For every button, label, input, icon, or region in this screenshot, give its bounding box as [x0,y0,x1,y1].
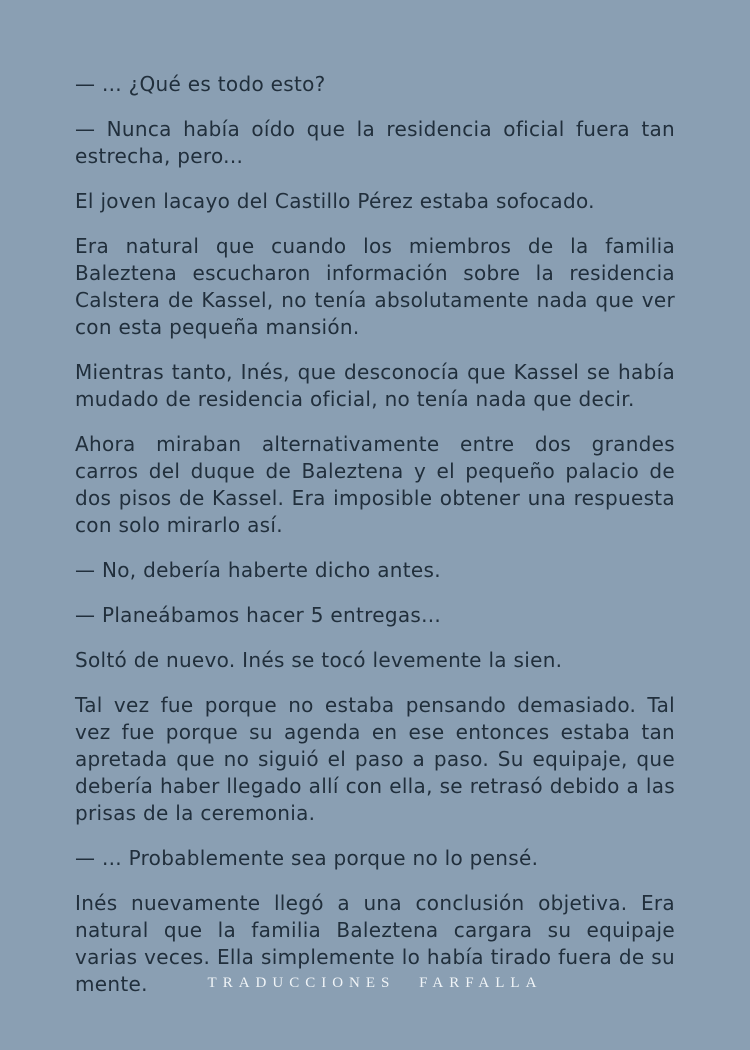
paragraph-narration: Tal vez fue porque no estaba pensando demasiado. Tal vez fue porque su agenda en ese entonces estaba tan apretada que no siguió el paso a paso. Su equipaje, que debería haber llegado allí con ella, se retrasó debido a las prisas de la ceremonia. [75,693,675,825]
story-text [75,71,675,1016]
paragraph-dialogue: — Planeábamos hacer 5 entregas... [75,603,442,627]
paragraph-dialogue: — ... ¿Qué es todo esto? [75,72,326,96]
paragraph-dialogue: — No, debería haberte dicho antes. [75,558,441,582]
translator-watermark [0,972,750,992]
paragraph-narration: Era natural que cuando los miembros de la familia Baleztena escucharon información sobre la residencia Calstera de Kassel, no tenía absolutamente nada que ver con esta pequeña mansión. [75,234,675,339]
paragraph-narration: Inés nuevamente llegó a una conclusión objetiva. Era natural que la familia Baleztena cargara su equipaje varias veces. Ella simplemente lo había tirado fuera de su mente. [75,891,675,996]
paragraph-narration: Ahora miraban alternativamente entre dos grandes carros del duque de Baleztena y el pequeño palacio de dos pisos de Kassel. Era imposible obtener una respuesta con solo mirarlo así. [75,432,675,537]
paragraph-dialogue: — Nunca había oído que la residencia oficial fuera tan estrecha, pero... [75,117,675,168]
paragraph-narration: El joven lacayo del Castillo Pérez estaba sofocado. [75,189,595,213]
translator-watermark-label: TRADUCCIONES FARFALLA [207,975,543,991]
paragraph-dialogue: — ... Probablemente sea porque no lo pensé. [75,846,539,870]
paragraph-narration: Mientras tanto, Inés, que desconocía que Kassel se había mudado de residencia oficial, no tenía nada que decir. [75,360,675,411]
paragraph-narration: Soltó de nuevo. Inés se tocó levemente la sien. [75,648,563,672]
